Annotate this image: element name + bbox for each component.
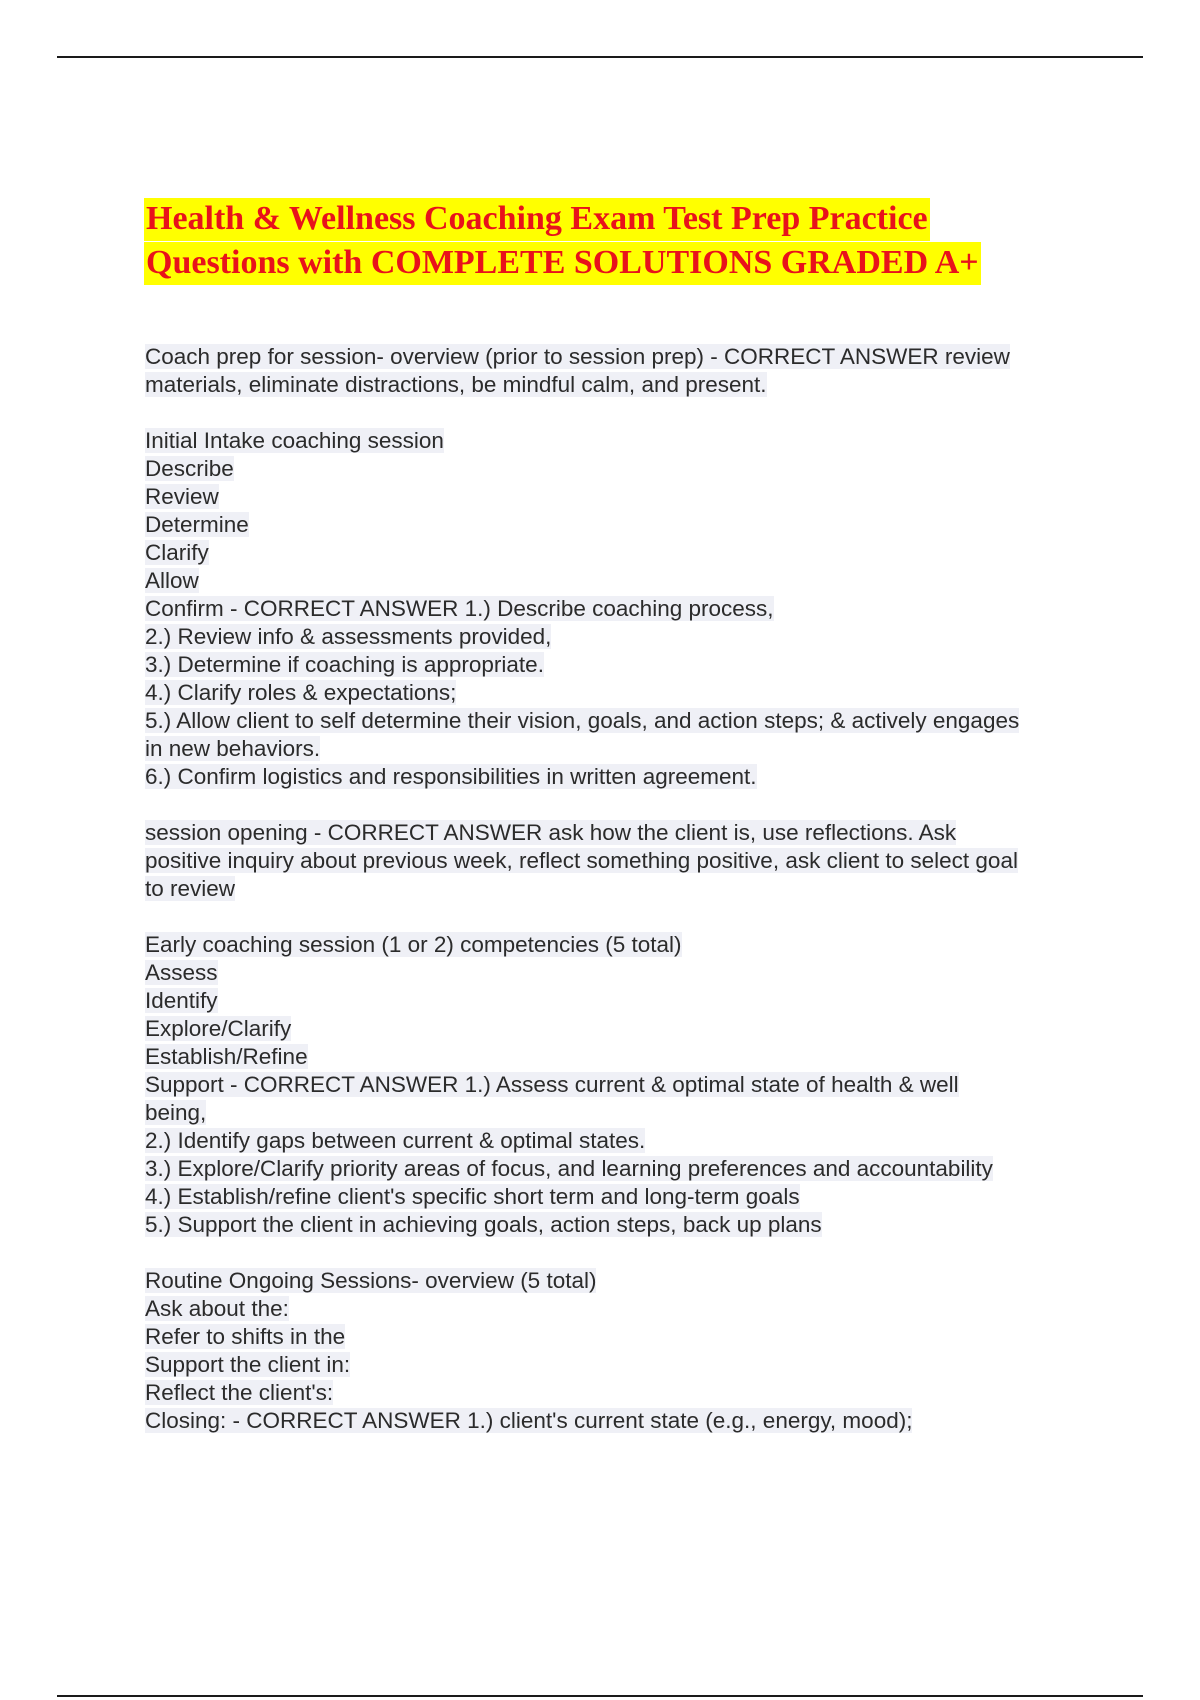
text-line: Ask about the:: [145, 1296, 289, 1321]
text-line: to review: [145, 876, 236, 901]
qa-block-routine-sessions: [145, 1267, 1095, 1435]
header-rule: [57, 56, 1143, 58]
text-line: materials, eliminate distractions, be mindful calm, and present.: [145, 372, 767, 397]
text-line: session opening - CORRECT ANSWER ask how the client is, use reflections. Ask: [145, 820, 957, 845]
text-line: 3.) Determine if coaching is appropriate.: [145, 652, 544, 677]
text-line: 4.) Establish/refine client's specific short term and long-term goals: [145, 1184, 800, 1209]
footer-rule: [57, 1695, 1143, 1697]
text-line: Assess: [145, 960, 218, 985]
text-line: being,: [145, 1100, 207, 1125]
text-line: Allow: [145, 568, 199, 593]
text-line: Support - CORRECT ANSWER 1.) Assess current & optimal state of health & well: [145, 1072, 959, 1097]
text-line: 2.) Identify gaps between current & optimal states.: [145, 1128, 646, 1153]
document-body: [145, 343, 1095, 1463]
title-line: Questions with COMPLETE SOLUTIONS GRADED A+: [144, 242, 981, 285]
text-line: 2.) Review info & assessments provided,: [145, 624, 552, 649]
text-line: Establish/Refine: [145, 1044, 308, 1069]
text-line: Coach prep for session- overview (prior to session prep) - CORRECT ANSWER review: [145, 344, 1010, 369]
text-line: Reflect the client's:: [145, 1380, 334, 1405]
qa-block-session-opening: [145, 819, 1095, 903]
title-line: Health & Wellness Coaching Exam Test Prep Practice: [144, 198, 930, 241]
text-line: Initial Intake coaching session: [145, 428, 444, 453]
text-line: 5.) Support the client in achieving goals, action steps, back up plans: [145, 1212, 822, 1237]
text-line: Early coaching session (1 or 2) competencies (5 total): [145, 932, 682, 957]
document-title: [144, 197, 1104, 285]
qa-block-initial-intake: [145, 427, 1095, 791]
text-line: Describe: [145, 456, 234, 481]
text-line: Review: [145, 484, 219, 509]
text-line: positive inquiry about previous week, reflect something positive, ask client to select goal: [145, 848, 1018, 873]
text-line: 3.) Explore/Clarify priority areas of focus, and learning preferences and accountability: [145, 1156, 993, 1181]
text-line: Closing: - CORRECT ANSWER 1.) client's current state (e.g., energy, mood);: [145, 1408, 913, 1433]
text-line: Routine Ongoing Sessions- overview (5 total): [145, 1268, 597, 1293]
text-line: in new behaviors.: [145, 736, 321, 761]
qa-block-coach-prep: [145, 343, 1095, 399]
text-line: 4.) Clarify roles & expectations;: [145, 680, 457, 705]
text-line: Support the client in:: [145, 1352, 351, 1377]
text-line: Clarify: [145, 540, 209, 565]
qa-block-early-coaching: [145, 931, 1095, 1239]
text-line: 6.) Confirm logistics and responsibilities in written agreement.: [145, 764, 757, 789]
text-line: Identify: [145, 988, 218, 1013]
text-line: 5.) Allow client to self determine their vision, goals, and action steps; & actively engages: [145, 708, 1020, 733]
text-line: Determine: [145, 512, 249, 537]
text-line: Explore/Clarify: [145, 1016, 292, 1041]
text-line: Confirm - CORRECT ANSWER 1.) Describe coaching process,: [145, 596, 774, 621]
text-line: Refer to shifts in the: [145, 1324, 346, 1349]
